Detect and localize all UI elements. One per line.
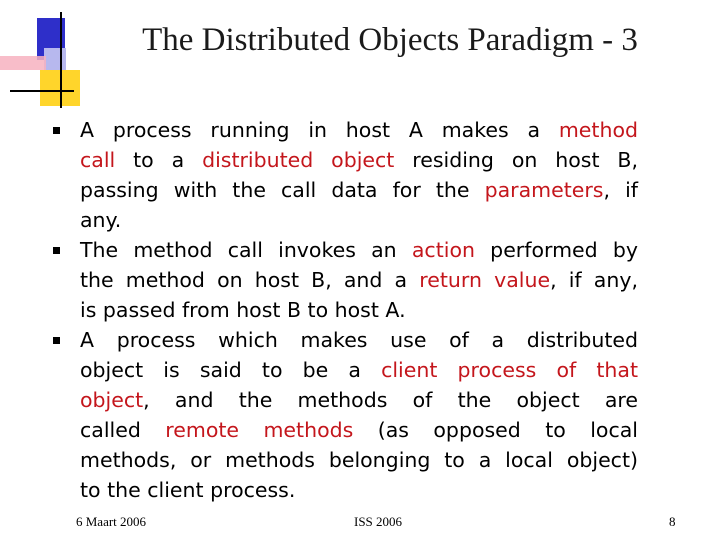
text-segment: (as opposed to local — [353, 418, 638, 442]
text-segment: residing on host B, — [394, 148, 638, 172]
bullet-line — [80, 115, 638, 145]
text-segment: to a — [115, 148, 203, 172]
highlighted-term: distributed object — [202, 148, 395, 172]
bullet-line — [80, 265, 638, 295]
highlighted-term: parameters — [484, 178, 604, 202]
slide-title: The Distributed Objects Paradigm - 3 — [142, 22, 638, 58]
highlighted-term: remote methods — [165, 418, 354, 442]
footer-page-number: 8 — [669, 514, 676, 529]
text-segment: methods, or methods belonging to a local object) — [80, 448, 638, 472]
bullet-line — [80, 325, 638, 355]
text-segment: A process which makes use of a distributed — [80, 328, 638, 352]
highlighted-term: call — [80, 148, 116, 172]
highlighted-term: return value — [419, 268, 551, 292]
bullet-marker — [53, 247, 60, 254]
bullet-marker — [53, 127, 60, 134]
bullet-marker — [53, 337, 60, 344]
text-segment: The method call invokes an — [80, 238, 412, 262]
text-segment: called — [80, 418, 166, 442]
bullet-line — [80, 175, 638, 205]
highlighted-term: method — [558, 118, 638, 142]
highlighted-term: action — [411, 238, 475, 262]
text-segment: object is said to be a — [80, 358, 382, 382]
highlighted-term: object — [80, 388, 144, 412]
text-segment: any. — [80, 208, 122, 232]
bullet-line — [80, 355, 638, 385]
text-segment: , and the methods of the object are — [143, 388, 638, 412]
bullet-line — [80, 205, 638, 235]
text-segment: is passed from host B to host A. — [80, 298, 406, 322]
footer-date: 6 Maart 2006 — [76, 514, 147, 529]
text-segment: A process running in host A makes a — [80, 118, 559, 142]
bullet-line — [80, 145, 638, 175]
text-segment: performed by — [474, 238, 639, 262]
bullet-line — [80, 445, 638, 475]
bullet-line — [80, 475, 638, 505]
text-segment: to the client process. — [80, 478, 296, 502]
bullet-line — [80, 295, 638, 325]
bullet-line — [80, 415, 638, 445]
footer-center: ISS 2006 — [354, 514, 403, 529]
text-segment: the method on host B, and a — [80, 268, 420, 292]
bullet-line — [80, 235, 638, 265]
bullet-line — [80, 385, 638, 415]
text-segment: , if — [603, 178, 638, 202]
text-segment: , if any, — [550, 268, 638, 292]
text-segment: passing with the call data for the — [80, 178, 485, 202]
highlighted-term: client process of that — [381, 358, 638, 382]
